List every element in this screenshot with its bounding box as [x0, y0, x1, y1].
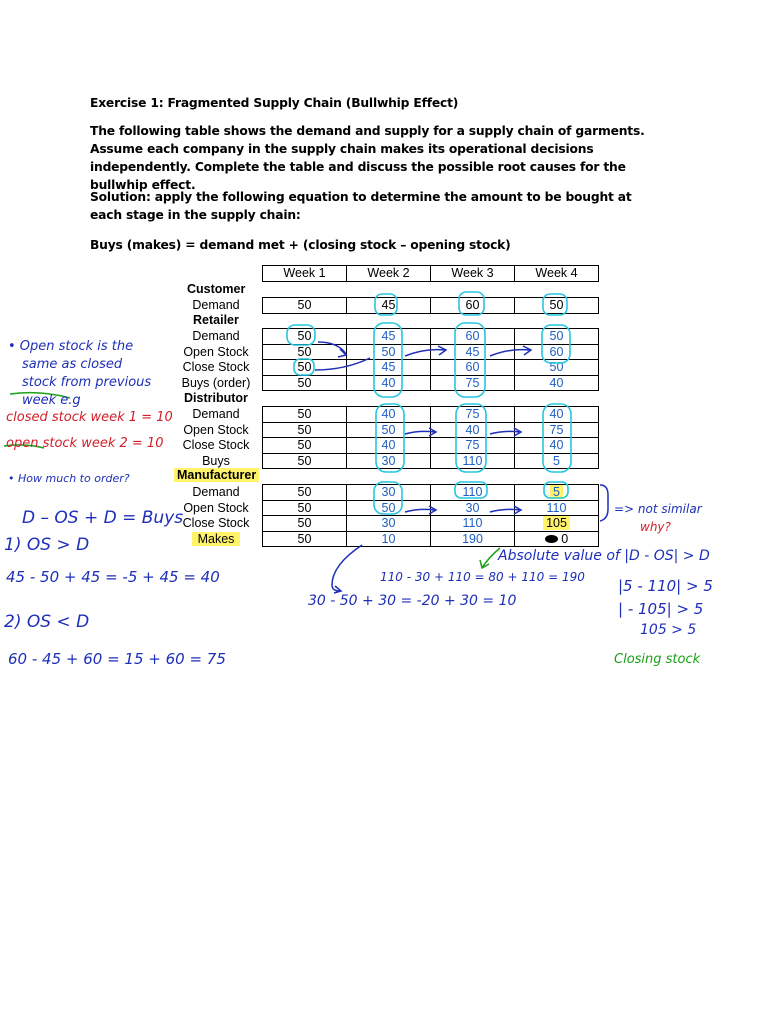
- arrow-icon: [318, 342, 346, 357]
- week-3-header: Week 3: [431, 266, 515, 282]
- cell: 50: [347, 500, 431, 516]
- week-1-header: Week 1: [263, 266, 347, 282]
- cell: 60: [431, 360, 515, 376]
- cell: 50: [263, 438, 347, 454]
- solution-paragraph: Solution: apply the following equation to determine the amount to be bought at each stage in the supply chain:: [90, 190, 632, 222]
- note-line: • Open stock is the: [8, 339, 134, 354]
- case2-note: 2) OS < D: [4, 612, 90, 632]
- cell: 50: [263, 422, 347, 438]
- cell: 110: [515, 500, 599, 516]
- cell: 40: [347, 375, 431, 391]
- cyan-circle: [455, 323, 485, 397]
- cell: 190: [431, 531, 515, 547]
- week2-calc: 30 - 50 + 30 = -20 + 30 = 10: [308, 593, 517, 609]
- makes-label: Makes: [192, 532, 241, 546]
- section-customer: Customer: [187, 282, 246, 296]
- arrow-icon: [405, 506, 436, 514]
- cell: 50: [263, 516, 347, 532]
- cyan-circle: [374, 323, 402, 397]
- cell: 40: [515, 438, 599, 454]
- arrow-icon: [405, 428, 436, 436]
- cell: 50: [347, 344, 431, 360]
- arrow-icon: [405, 346, 446, 356]
- arrow-icon: [490, 428, 521, 436]
- cell: 75: [431, 375, 515, 391]
- case1-calc: 45 - 50 + 45 = -5 + 45 = 40: [6, 568, 220, 586]
- cell: 50: [263, 407, 347, 423]
- cell: 50: [515, 360, 599, 376]
- week-2-header: Week 2: [347, 266, 431, 282]
- abs-step-3: 105 > 5: [640, 622, 697, 638]
- cell: 50: [263, 531, 347, 547]
- cell: 10: [347, 531, 431, 547]
- cell: 45: [347, 329, 431, 345]
- cell: 40: [347, 407, 431, 423]
- cell: 75: [431, 407, 515, 423]
- cell: 5: [515, 453, 599, 469]
- cyan-circle: [287, 325, 315, 345]
- row-label: Demand: [192, 298, 240, 312]
- row-label: Close Stock: [182, 360, 250, 374]
- cell: 50: [263, 485, 347, 501]
- how-much-note: • How much to order?: [8, 472, 130, 485]
- cell: 50: [515, 298, 599, 314]
- cell: 45: [347, 360, 431, 376]
- cell: 75: [515, 422, 599, 438]
- cyan-circle: [294, 359, 314, 375]
- cell: 30: [347, 516, 431, 532]
- cell: 50: [515, 329, 599, 345]
- section-retailer: Retailer: [193, 313, 239, 327]
- cyan-circle: [543, 294, 567, 315]
- cell: 30: [347, 453, 431, 469]
- intro-paragraph: The following table shows the demand and supply for a supply chain of garments. Assume each company in the supply chain makes its operational decisions independently. Complete the table and discuss the possible root causes for the bullwhip effect.: [90, 124, 645, 192]
- cell: 50: [263, 360, 347, 376]
- cell: 45: [347, 298, 431, 314]
- cell: 75: [431, 438, 515, 454]
- why-note: why?: [640, 520, 671, 534]
- cell: 50: [263, 453, 347, 469]
- cyan-circle: [543, 404, 571, 472]
- cell: 60: [515, 344, 599, 360]
- not-similar-note: => not similar: [614, 502, 702, 516]
- closing-stock-note: Closing stock: [614, 652, 701, 667]
- row-label: Open Stock: [183, 344, 249, 359]
- arrow-icon: [480, 548, 500, 568]
- cyan-circle: [456, 404, 486, 472]
- abs-step-1: |5 - 110| > 5: [618, 577, 713, 595]
- cell: 60: [431, 298, 515, 314]
- open-stock-week2-note: open stock week 2 = 10: [6, 436, 164, 451]
- cell: 40: [347, 438, 431, 454]
- closed-stock-week1-note: closed stock week 1 = 10: [6, 410, 173, 425]
- row-label: Open Stock: [183, 500, 249, 515]
- highlighted-value: 5: [550, 485, 563, 499]
- cyan-circle: [376, 404, 404, 472]
- cell: 50: [347, 422, 431, 438]
- arrow-icon: [490, 346, 531, 356]
- buys-formula-note: D – OS + D = Buys: [22, 508, 184, 528]
- cell: 30: [431, 500, 515, 516]
- cell: 40: [515, 375, 599, 391]
- row-label: Demand: [192, 407, 240, 421]
- cyan-circle: [455, 482, 487, 498]
- cell: 110: [431, 516, 515, 532]
- cell: 50: [263, 329, 347, 345]
- bracket-icon: [600, 485, 608, 521]
- cell: 45: [431, 344, 515, 360]
- cell: 30: [347, 485, 431, 501]
- makes-week4-value: 0: [561, 531, 569, 546]
- row-label: Close Stock: [182, 516, 250, 530]
- cell: 110: [431, 453, 515, 469]
- note-line: stock from previous: [22, 375, 152, 390]
- cyan-circle: [542, 325, 570, 363]
- section-distributor: Distributor: [184, 391, 248, 405]
- row-label: Buys: [202, 453, 230, 468]
- cell: 40: [515, 407, 599, 423]
- buys-equation: Buys (makes) = demand met + (closing stock – opening stock): [90, 238, 511, 252]
- arrow-icon: [490, 506, 521, 514]
- row-label: Demand: [192, 485, 240, 499]
- absolute-value-rule: Absolute value of |D - OS| > D: [498, 548, 710, 564]
- row-label: Buys (order): [181, 375, 251, 390]
- cell: 50: [263, 298, 347, 314]
- cyan-circle: [375, 294, 397, 315]
- cyan-circle: [544, 482, 568, 498]
- arrow-icon: [332, 545, 362, 593]
- cell: 50: [263, 375, 347, 391]
- cell: 110: [431, 485, 515, 501]
- cyan-circle: [374, 482, 402, 514]
- cell: 40: [431, 422, 515, 438]
- row-label: Close Stock: [182, 438, 250, 452]
- note-line: week e.g: [22, 393, 81, 408]
- note-line: same as closed: [22, 357, 123, 372]
- handwritten-note-open-stock: [8, 338, 151, 410]
- cell: 50: [263, 344, 347, 360]
- highlighted-value: 105: [543, 516, 570, 530]
- case1-note: 1) OS > D: [4, 535, 90, 555]
- abs-step-2: | - 105| > 5: [618, 600, 704, 618]
- week-4-header: Week 4: [515, 266, 599, 282]
- week3-calc: 110 - 30 + 110 = 80 + 110 = 190: [380, 570, 585, 584]
- arrow-icon: [315, 358, 370, 370]
- row-label: Open Stock: [183, 422, 249, 437]
- cell: 50: [263, 500, 347, 516]
- exercise-title: Exercise 1: Fragmented Supply Chain (Bullwhip Effect): [90, 96, 459, 110]
- case2-calc: 60 - 45 + 60 = 15 + 60 = 75: [8, 650, 226, 668]
- row-label: Demand: [192, 329, 240, 343]
- cyan-circle: [459, 292, 484, 315]
- manufacturer-label: Manufacturer: [174, 468, 259, 482]
- cell: 60: [431, 329, 515, 345]
